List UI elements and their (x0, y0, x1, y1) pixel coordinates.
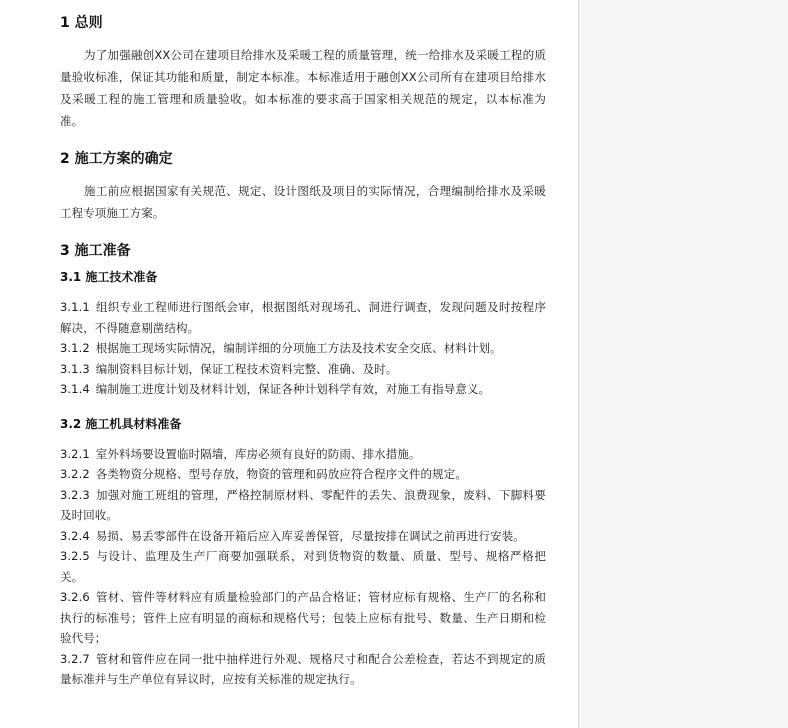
subsection-heading-3-1: 3.1 施工技术准备 (60, 270, 158, 284)
section-heading-2: 2 施工方案的确定 (60, 151, 173, 167)
item-text: 与设计、监理及生产厂商要加强联系，对到货物资的数量、质量、型号、规格严格把关。 (60, 549, 546, 584)
list-item (60, 444, 546, 465)
item-number: 3.2.5 (60, 549, 90, 563)
item-number: 3.1.1 (60, 300, 90, 314)
item-text: 管材、管件等材料应有质量检验部门的产品合格证；管材应标有规格、生产厂的名称和执行的标准号；管件上应有明显的商标和规格代号；包装上应标有批号、数量、生产日期和检验代号； (60, 590, 546, 645)
list-item (60, 526, 546, 547)
item-number: 3.2.6 (60, 590, 90, 604)
item-text: 加强对施工班组的管理，严格控制原材料、零配件的丢失、浪费现象，废料、下脚料要及时回收。 (60, 487, 546, 522)
subsection-heading-3-2: 3.2 施工机具材料准备 (60, 416, 182, 431)
item-number: 3.1.2 (60, 341, 90, 355)
item-number: 3.1.4 (60, 382, 90, 396)
item-text: 易损、易丢零部件在设备开箱后应入库妥善保管，尽量按排在调试之前再进行安装。 (95, 528, 525, 543)
document-content (60, 12, 546, 690)
item-number: 3.2.3 (60, 487, 90, 502)
list-item (60, 485, 546, 526)
section-paragraph-2: 施工前应根据国家有关规范、规定、设计图纸及项目的实际情况，合理编制给排水及采暖工程专项施工方案。 (60, 184, 546, 220)
item-text: 各类物资分规格、型号存放，物资的管理和码放应符合程序文件的规定。 (95, 467, 467, 481)
item-number: 3.1.3 (60, 361, 90, 376)
item-number: 3.2.4 (60, 528, 90, 543)
side-panel (578, 0, 788, 728)
list-item (60, 379, 546, 400)
item-text: 根据施工现场实际情况，编制详细的分项施工方法及技术安全交底、材料计划。 (95, 341, 502, 355)
item-text: 组织专业工程师进行图纸会审，根据图纸对现场孔、洞进行调查，发现问题及时按程序解决，不得随意剔凿结构。 (60, 300, 546, 335)
item-text: 室外料场要设置临时隔墙，库房必须有良好的防雨、排水措施。 (95, 446, 421, 461)
section-paragraph-1: 为了加强融创XX公司在建项目给排水及采暖工程的质量管理，统一给排水及采暖工程的质量验收标准，保证其功能和质量，制定本标准。本标准适用于融创XX公司所有在建项目给排水及采暖工程的施工管理和质量验收。如本标准的要求高于国家相关规范的规定，以本标准为准。 (60, 48, 546, 128)
list-item (60, 546, 546, 587)
item-text: 管材和管件应在同一批中抽样进行外观、规格尺寸和配合公差检查，若达不到规定的质量标准并与生产单位有异议时，应按有关标准的规定执行。 (60, 651, 546, 686)
item-text: 编制施工进度计划及材料计划，保证各种计划科学有效，对施工有指导意义。 (95, 382, 491, 396)
list-item (60, 464, 546, 485)
item-number: 3.2.7 (60, 651, 90, 666)
list-item (60, 338, 546, 359)
list-item (60, 649, 546, 690)
item-number: 3.2.1 (60, 446, 90, 461)
item-text: 编制资料目标计划，保证工程技术资料完整、准确、及时。 (95, 361, 398, 376)
item-number: 3.2.2 (60, 467, 90, 481)
section-heading-1: 1 总则 (60, 15, 103, 31)
section-heading-3: 3 施工准备 (60, 243, 131, 259)
list-item (60, 297, 546, 338)
list-item (60, 359, 546, 380)
list-item (60, 587, 546, 649)
